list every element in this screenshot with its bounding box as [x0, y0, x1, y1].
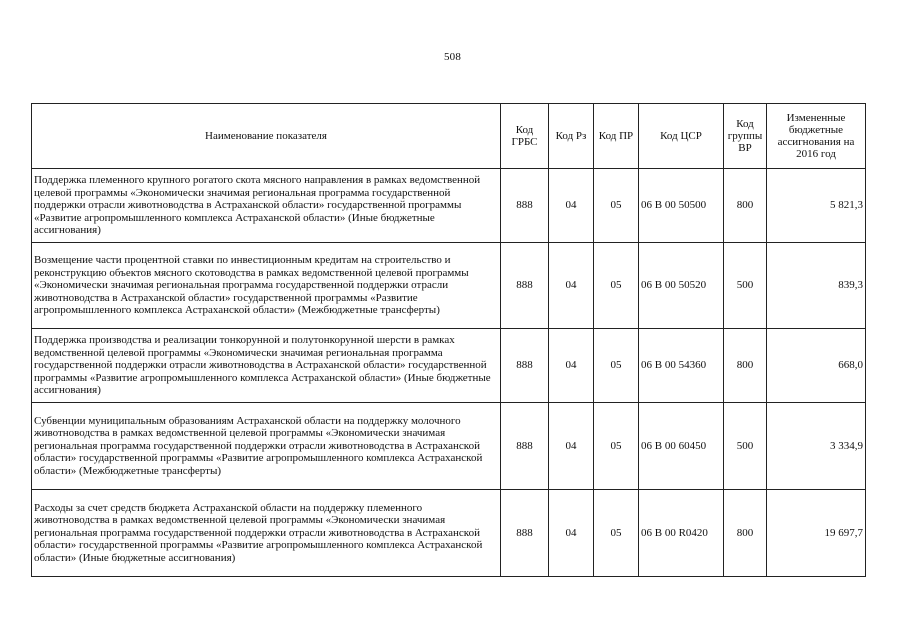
table-row	[32, 169, 866, 243]
header-pr: Код ПР	[594, 104, 639, 169]
cell-vr: 800	[724, 329, 767, 403]
cell-grbs: 888	[501, 169, 549, 243]
cell-name: Субвенции муниципальным образованиям Астраханской области на поддержку молочного животноводства в рамках ведомственной целевой программы «Экономически значимая региональная программа государственной поддержки отрасли животноводства в Астраханской области» государственной программы «Развитие агропромышленного комплекса Астраханской области» (Межбюджетные трансферты)	[32, 403, 501, 490]
cell-pr: 05	[594, 329, 639, 403]
cell-vr: 800	[724, 169, 767, 243]
cell-name: Расходы за счет средств бюджета Астраханской области на поддержку племенного животноводства в рамках ведомственной целевой программы «Экономически значимая региональная программа государственной поддержки отрасли животноводства в Астраханской области» государственной программы «Развитие агропромышленного комплекса Астраханской области» (Иные бюджетные ассигнования)	[32, 490, 501, 577]
header-amount: Измененные бюджетные ассигнования на 2016 год	[767, 104, 866, 169]
cell-name: Поддержка племенного крупного рогатого скота мясного направления в рамках ведомственной целевой программы «Экономически значимая региональная программа государственной поддержки отрасли животноводства в Астраханской области» государственной программы «Развитие агропромышленного комплекса Астраханской области» (Иные бюджетные ассигнования)	[32, 169, 501, 243]
header-rz: Код Рз	[549, 104, 594, 169]
cell-csr: 06 В 00 60450	[639, 403, 724, 490]
cell-csr: 06 В 00 50500	[639, 169, 724, 243]
cell-grbs: 888	[501, 490, 549, 577]
cell-rz: 04	[549, 403, 594, 490]
cell-rz: 04	[549, 243, 594, 329]
header-csr: Код ЦСР	[639, 104, 724, 169]
cell-csr: 06 В 00 R0420	[639, 490, 724, 577]
header-grbs: Код ГРБС	[501, 104, 549, 169]
table-row	[32, 403, 866, 490]
cell-grbs: 888	[501, 329, 549, 403]
cell-grbs: 888	[501, 243, 549, 329]
table-header-row	[32, 104, 866, 169]
cell-name: Поддержка производства и реализации тонкорунной и полутонкорунной шерсти в рамках ведомственной целевой программы «Экономически значимая региональная программа государственной поддержки отрасли животноводства в Астраханской области» государственной программы «Развитие агропромышленного комплекса Астраханской области» (Иные бюджетные ассигнования)	[32, 329, 501, 403]
cell-csr: 06 В 00 50520	[639, 243, 724, 329]
header-name: Наименование показателя	[32, 104, 501, 169]
cell-rz: 04	[549, 329, 594, 403]
cell-rz: 04	[549, 490, 594, 577]
cell-amount: 5 821,3	[767, 169, 866, 243]
cell-pr: 05	[594, 243, 639, 329]
cell-amount: 668,0	[767, 329, 866, 403]
cell-pr: 05	[594, 490, 639, 577]
cell-pr: 05	[594, 403, 639, 490]
budget-table	[31, 103, 866, 577]
table-row	[32, 329, 866, 403]
cell-amount: 839,3	[767, 243, 866, 329]
page-number: 508	[443, 51, 462, 63]
header-vr: Код группы ВР	[724, 104, 767, 169]
cell-name: Возмещение части процентной ставки по инвестиционным кредитам на строительство и реконструкцию объектов мясного скотоводства в рамках ведомственной целевой программы «Экономически значимая региональная программа государственной поддержки отрасли животноводства в Астраханской области» государственной программы «Развитие агропромышленного комплекса Астраханской области» (Межбюджетные трансферты)	[32, 243, 501, 329]
table-row	[32, 490, 866, 577]
cell-csr: 06 В 00 54360	[639, 329, 724, 403]
cell-vr: 800	[724, 490, 767, 577]
cell-amount: 19 697,7	[767, 490, 866, 577]
table-row	[32, 243, 866, 329]
cell-vr: 500	[724, 403, 767, 490]
cell-amount: 3 334,9	[767, 403, 866, 490]
cell-grbs: 888	[501, 403, 549, 490]
cell-vr: 500	[724, 243, 767, 329]
cell-rz: 04	[549, 169, 594, 243]
cell-pr: 05	[594, 169, 639, 243]
